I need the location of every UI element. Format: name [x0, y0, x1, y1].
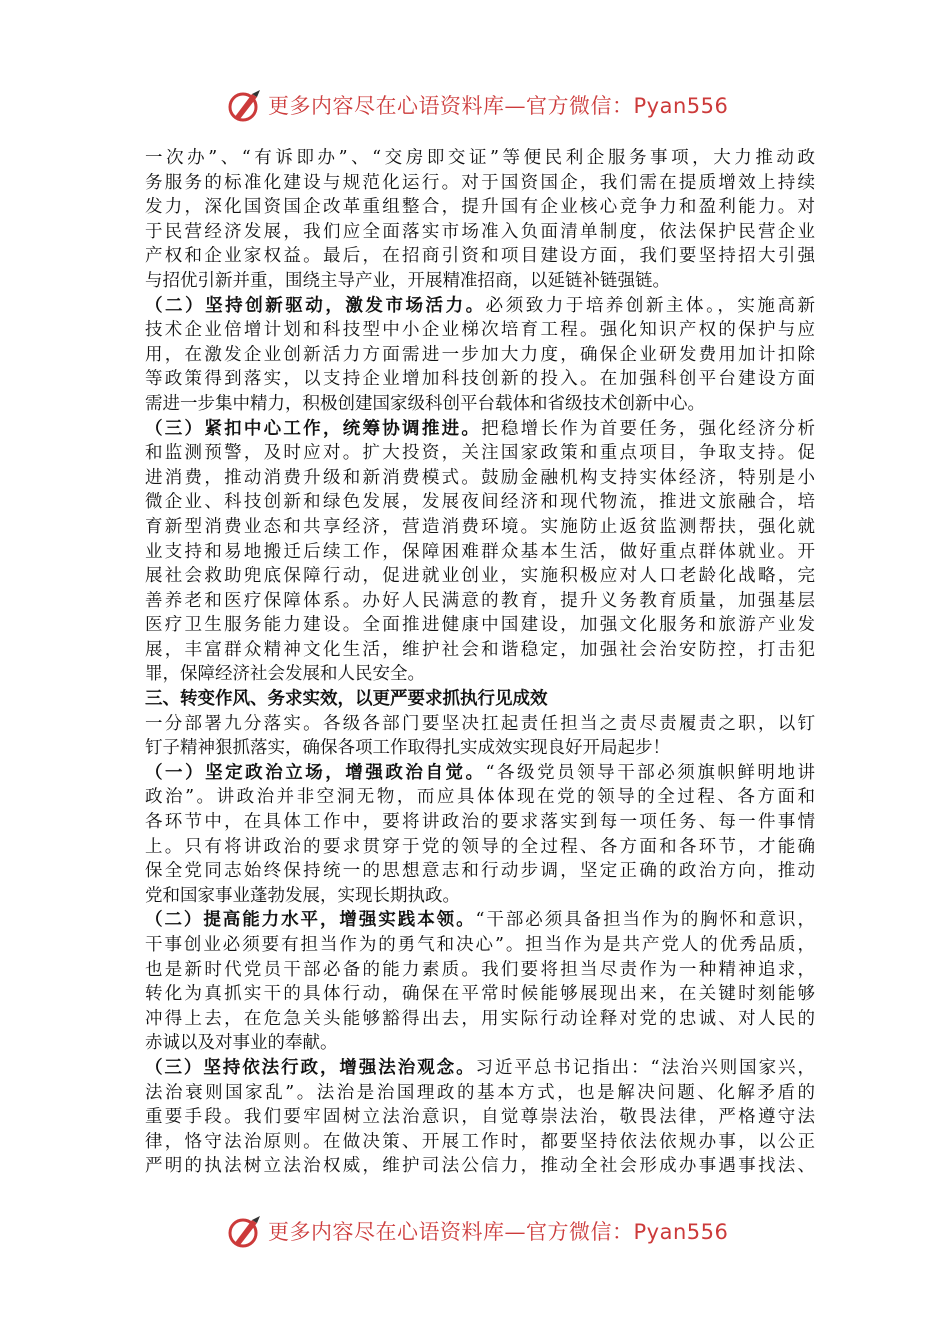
bold-heading: （三）坚持依法行政，增强法治观念。	[145, 1057, 476, 1078]
text-line	[145, 589, 815, 614]
line-text: 罪，保障经济社会发展和人民安全。	[145, 664, 425, 685]
line-text: 严明的执法树立法治权威，维护司法公信力，推动全社会形成办事遇事找法、	[145, 1156, 815, 1177]
line-text: 等政策得到落实，以支持企业增加科技创新的投入。在加强科创平台建设方面	[145, 369, 815, 390]
text-line	[145, 908, 815, 933]
line-text: 用，在激发企业创新活力方面需进一步加大力度，确保企业研发费用加计扣除	[145, 344, 815, 365]
line-text: 业支持和易地搬迁后续工作，保障困难群众基本生活，做好重点群体就业。开	[145, 541, 815, 562]
bold-heading: （三）紧扣中心工作，统筹协调推进。	[145, 418, 482, 439]
text-line	[145, 466, 815, 491]
line-text: 产权和企业家权益。最后，在招商引资和项目建设方面，我们要坚持招大引强	[145, 246, 815, 267]
bold-heading: 三、转变作风、务求实效，以更严要求抓执行见成效	[145, 689, 548, 710]
line-text: 发力，深化国资国企改革重组整合，提升国有企业核心竞争力和盈利能力。对	[145, 197, 815, 218]
text-line	[145, 884, 815, 909]
banner-promo-text: 更多内容尽在心语资料库—官方微信：	[268, 94, 634, 118]
text-line	[145, 244, 815, 269]
text-line	[145, 638, 815, 663]
line-text: 必须致力于培养创新主体。，实施高新	[485, 295, 815, 316]
line-text: 一次办”、“有诉即办”、“交房即交证”等便民利企服务事项，大力推动政	[145, 148, 815, 168]
line-text: 钉子精神狠抓落实，确保各项工作取得扎实成效实现良好开局起步！	[145, 738, 670, 759]
line-text: 赤诚以及对事业的奉献。	[145, 1033, 338, 1054]
text-line	[145, 785, 815, 810]
text-line	[145, 171, 815, 196]
text-line	[145, 1007, 815, 1032]
line-text: 于民营经济发展，我们应全面落实市场准入负面清单制度，依法保护民营企业	[145, 221, 815, 242]
bold-heading: （二）提高能力水平，增强实践本领。	[145, 910, 476, 931]
line-text: 善养老和医疗保障体系。办好人民满意的教育，提升义务教育质量，加强基层	[145, 590, 815, 611]
banner-text	[268, 1216, 728, 1248]
line-text: 一分部署九分落实。各级各部门要坚决扛起责任担当之责尽责履责之职，以钉	[145, 713, 815, 734]
text-line	[145, 1031, 815, 1056]
pen-nib-logo-icon	[226, 1214, 262, 1250]
line-text: 习近平总书记指出：“法治兴则国家兴，	[475, 1057, 815, 1078]
document-body	[145, 146, 815, 1179]
line-text: 上。只有将讲政治的要求贯穿于党的领导的全过程、各方面和各环节，才能确	[145, 836, 815, 857]
line-text: 展社会救助兜底保障行动，促进就业创业，实施积极应对人口老龄化战略，完	[145, 566, 815, 587]
line-text: 冲得上去，在危急关头能够豁得出去，用实际行动诠释对党的忠诚、对人民的	[145, 1008, 815, 1029]
line-text: 重要手段。我们要牢固树立法治意识，自觉尊崇法治，敬畏法律，严格遵守法	[145, 1107, 815, 1128]
line-text: 与招优引新并重，围绕主导产业，开展精准招商，以延链补链强链。	[145, 270, 670, 291]
text-line	[145, 712, 815, 737]
line-text: 保全党同志始终保持统一的思想意志和行动步调，坚定正确的政治方向，推动	[145, 861, 815, 882]
banner-wechat-id: Pyan556	[633, 1220, 729, 1244]
text-line	[145, 662, 815, 687]
text-line	[145, 392, 815, 417]
text-line	[145, 146, 815, 171]
text-line	[145, 958, 815, 983]
text-line	[145, 318, 815, 343]
line-text: 法治衰则国家乱”。法治是治国理政的基本方式，也是解决问题、化解矛盾的	[145, 1082, 815, 1103]
header-watermark-banner	[0, 84, 950, 128]
text-line	[145, 490, 815, 515]
text-line	[145, 859, 815, 884]
line-text: 把稳增长作为首要任务，强化经济分析	[481, 418, 815, 439]
line-text: 党和国家事业蓬勃发展，实现长期执政。	[145, 885, 460, 906]
text-line	[145, 367, 815, 392]
line-text: 技术企业倍增计划和科技型中小企业梯次培育工程。强化知识产权的保护与应	[145, 320, 815, 341]
line-text: 医疗卫生服务能力建设。全面推进健康中国建设，加强文化服务和旅游产业发	[145, 615, 815, 636]
line-text: 政治”。讲政治并非空洞无物，而应具体体现在党的领导的全过程、各方面和	[145, 787, 815, 808]
banner-promo-text: 更多内容尽在心语资料库—官方微信：	[268, 1220, 634, 1244]
banner-wechat-id: Pyan556	[633, 94, 729, 118]
text-line	[145, 1081, 815, 1106]
text-line	[145, 515, 815, 540]
text-line	[145, 1105, 815, 1130]
bold-heading: （一）坚定政治立场，增强政治自觉。	[145, 762, 486, 783]
line-text: 转化为真抓实干的具体行动，确保在平常时候能够展现出来，在关键时刻能够	[145, 984, 815, 1005]
text-line	[145, 220, 815, 245]
line-text: 展，丰富群众精神文化生活，维护社会和谐稳定，加强社会治安防控，打击犯	[145, 639, 815, 660]
line-text: “各级党员领导干部必须旗帜鲜明地讲	[485, 762, 815, 783]
text-line	[145, 1130, 815, 1155]
text-line	[145, 613, 815, 638]
bold-heading: （二）坚持创新驱动，激发市场活力。	[145, 295, 486, 316]
text-line	[145, 417, 815, 442]
line-text: 务服务的标准化建设与规范化运行。对于国资国企，我们需在提质增效上持续	[145, 172, 815, 193]
line-text: 进消费，推动消费升级和新消费模式。鼓励金融机构支持实体经济，特别是小	[145, 467, 815, 488]
pen-nib-logo-icon	[226, 88, 262, 124]
text-line	[145, 687, 815, 712]
line-text: “干部必须具备担当作为的胸怀和意识，	[475, 910, 815, 931]
text-line	[145, 441, 815, 466]
line-text: 律，恪守法治原则。在做决策、开展工作时，都要坚持依法依规办事，以公正	[145, 1131, 815, 1152]
footer-watermark-banner	[0, 1210, 950, 1254]
text-line	[145, 294, 815, 319]
text-line	[145, 1056, 815, 1081]
banner-text	[268, 90, 728, 122]
line-text: 需进一步集中精力，积极创建国家级科创平台载体和省级技术创新中心。	[145, 393, 705, 414]
text-line	[145, 982, 815, 1007]
text-line	[145, 810, 815, 835]
line-text: 干事创业必须要有担当作为的勇气和决心”。担当作为是共产党人的优秀品质，	[145, 935, 815, 955]
text-line	[145, 761, 815, 786]
line-text: 微企业、科技创新和绿色发展，发展夜间经济和现代物流，推进文旅融合，培	[145, 492, 815, 513]
text-line	[145, 933, 815, 958]
text-line	[145, 195, 815, 220]
line-text: 也是新时代党员干部必备的能力素质。我们要将担当尽责作为一种精神追求，	[145, 959, 815, 980]
text-line	[145, 564, 815, 589]
line-text: 育新型消费业态和共享经济，营造消费环境。实施防止返贫监测帮扶，强化就	[145, 516, 815, 537]
text-line	[145, 736, 815, 761]
text-line	[145, 343, 815, 368]
text-line	[145, 835, 815, 860]
line-text: 各环节中，在具体工作中，要将讲政治的要求落实到每一项任务、每一件事情	[145, 812, 815, 833]
text-line	[145, 540, 815, 565]
text-line	[145, 269, 815, 294]
line-text: 和监测预警，及时应对。扩大投资，关注国家政策和重点项目，争取支持。促	[145, 443, 815, 464]
text-line	[145, 1154, 815, 1179]
